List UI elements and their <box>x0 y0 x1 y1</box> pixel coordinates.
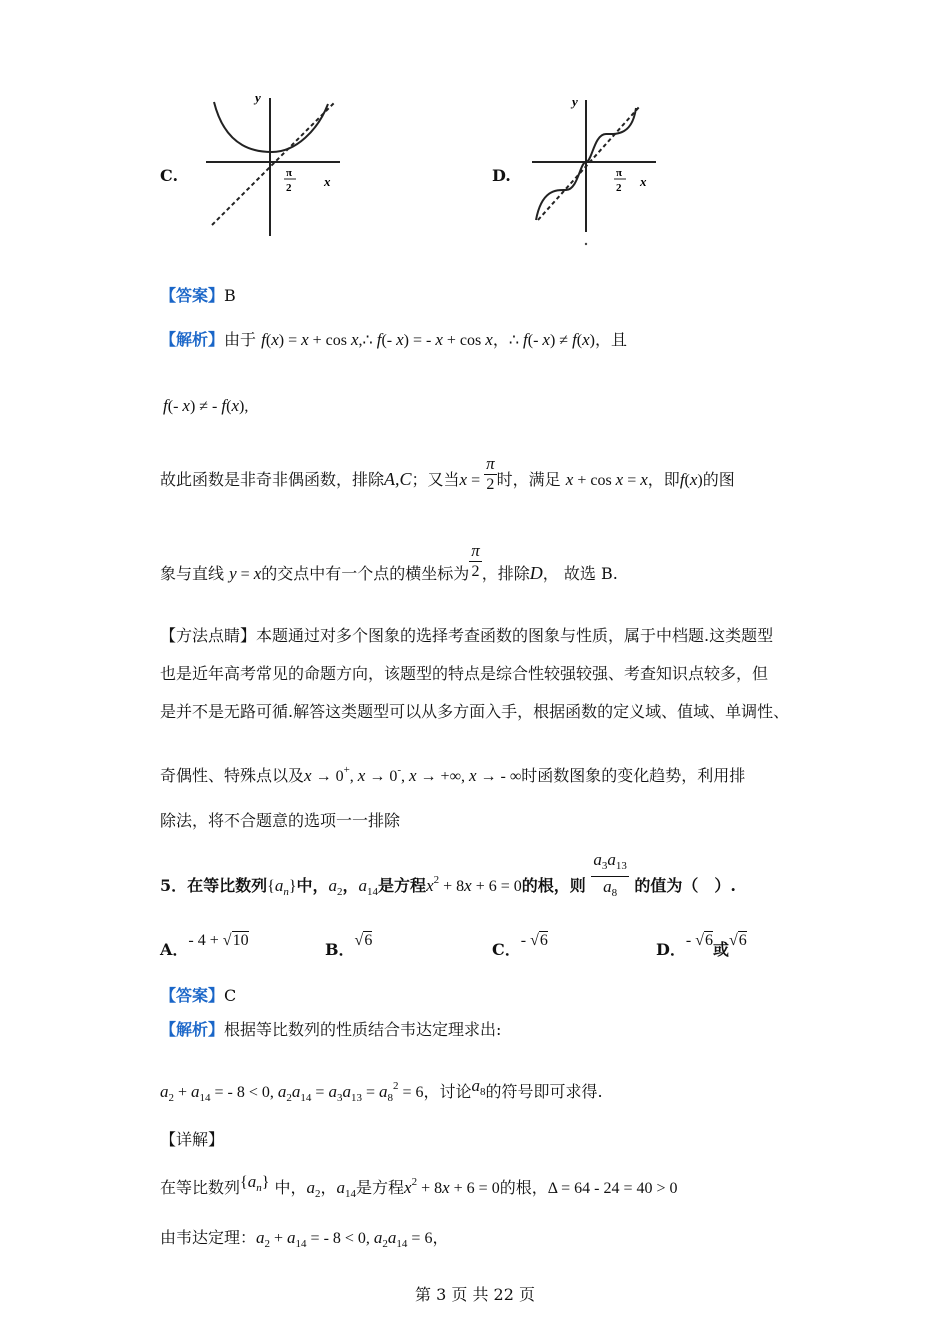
method-line2: 也是近年高考常见的命题方向，该题型的特点是综合性较强较强、考查知识点较多，但 <box>160 664 769 683</box>
graph-d-y-label: y <box>572 94 578 109</box>
graph-c-y-label: y <box>255 90 261 105</box>
q4-analysis-line4: 象与直线 y = x的交点中有一个点的横坐标为 $\frac{\pi}{2}$ ，排除D， 故选 B. <box>160 541 618 583</box>
q5-answer-value: C <box>224 986 237 1005</box>
graph-c-pi: π <box>286 167 293 179</box>
formula-f-def: f <box>261 330 266 349</box>
method-line5: 除法，将不合题意的选项一一排除 <box>160 811 401 830</box>
method-line4: 奇偶性、特殊点以及x → 0+, x → 0-, x → +∞, x → - ∞时函数图象的变化趋势，利用排 <box>160 764 746 785</box>
method-line1: 【方法点睛】本题通过对多个图象的选择考查函数的图象与性质，属于中档题.这类题型 <box>160 626 774 645</box>
q5-vieta: 由韦达定理：$a_2 + a_{14}$ = - 8 < 0, $a_2a_{14} = 6$， <box>160 1228 449 1250</box>
graph-d <box>528 92 668 250</box>
q5-answer: 【答案】C <box>160 986 237 1005</box>
graph-d-x-label: x <box>640 174 647 189</box>
q5-option-d[interactable]: D．- √6或√6 <box>656 932 747 959</box>
q5-option-a[interactable]: A．- 4 + √10 <box>160 932 249 959</box>
graph-c-x-label: x <box>324 174 331 189</box>
q5-detail-tag: 【详解】 <box>160 1130 225 1149</box>
q5-stem: 5．在等比数列$\{a_n\}$中，$a_2$，$a_{14}$是方程$x^2 + 8x + 6 = 0$的根，则 $\frac{a_3a_{13}}{a_8}$ 的值为（ ）. <box>160 850 736 899</box>
graph-c-two: 2 <box>286 182 292 194</box>
method-line3: 是并不是无路可循.解答这类题型可以从多方面入手，根据函数的定义域、值域、单调性、 <box>160 702 790 721</box>
option-d-label: D. <box>492 166 511 185</box>
q5-option-b[interactable]: B．√6 <box>325 932 373 959</box>
graph-c <box>200 90 350 250</box>
q5-analysis: 【解析】根据等比数列的性质结合韦达定理求出: <box>160 1020 502 1039</box>
q4-answer-value: B <box>224 286 236 305</box>
q4-analysis-line2: f(- x) ≠ - f(x), <box>163 396 249 415</box>
graph-c-dashed-line <box>212 102 335 225</box>
q4-analysis-line1: 【解析】由于 f(x) = x + cos x,∴ f(- x) = - x + cos x，∴ f(- x) ≠ f(x)，且 <box>160 330 628 349</box>
page-footer: 第 3 页 共 22 页 <box>415 1285 535 1304</box>
q5-detail-line1: 在等比数列$\{a_n\}$ 中，$a_2$，$a_{14}$是方程$x^2 + 8x + 6 = 0$的根，Δ = 64 - 24 = 40 > 0 <box>160 1172 678 1200</box>
q5-option-c[interactable]: C．- √6 <box>492 932 548 959</box>
option-c-label: C. <box>160 166 179 185</box>
q4-answer: 【答案】B <box>160 286 236 305</box>
q5-analysis-formula: $a_2 + a_{14}$ = - 8 < 0, $a_2a_{14} = a_3a_{13} = a_8^2 = 6$，讨论$a_8$的符号即可求得. <box>160 1076 603 1104</box>
graph-d-two: 2 <box>616 182 622 194</box>
q4-analysis-line3: 故此函数是非奇非偶函数，排除A,C；又当x = $\frac{\pi}{2}$ 时，满足 x + cos x = x，即f(x)的图 <box>160 454 735 493</box>
graph-d-pi: π <box>616 167 623 179</box>
